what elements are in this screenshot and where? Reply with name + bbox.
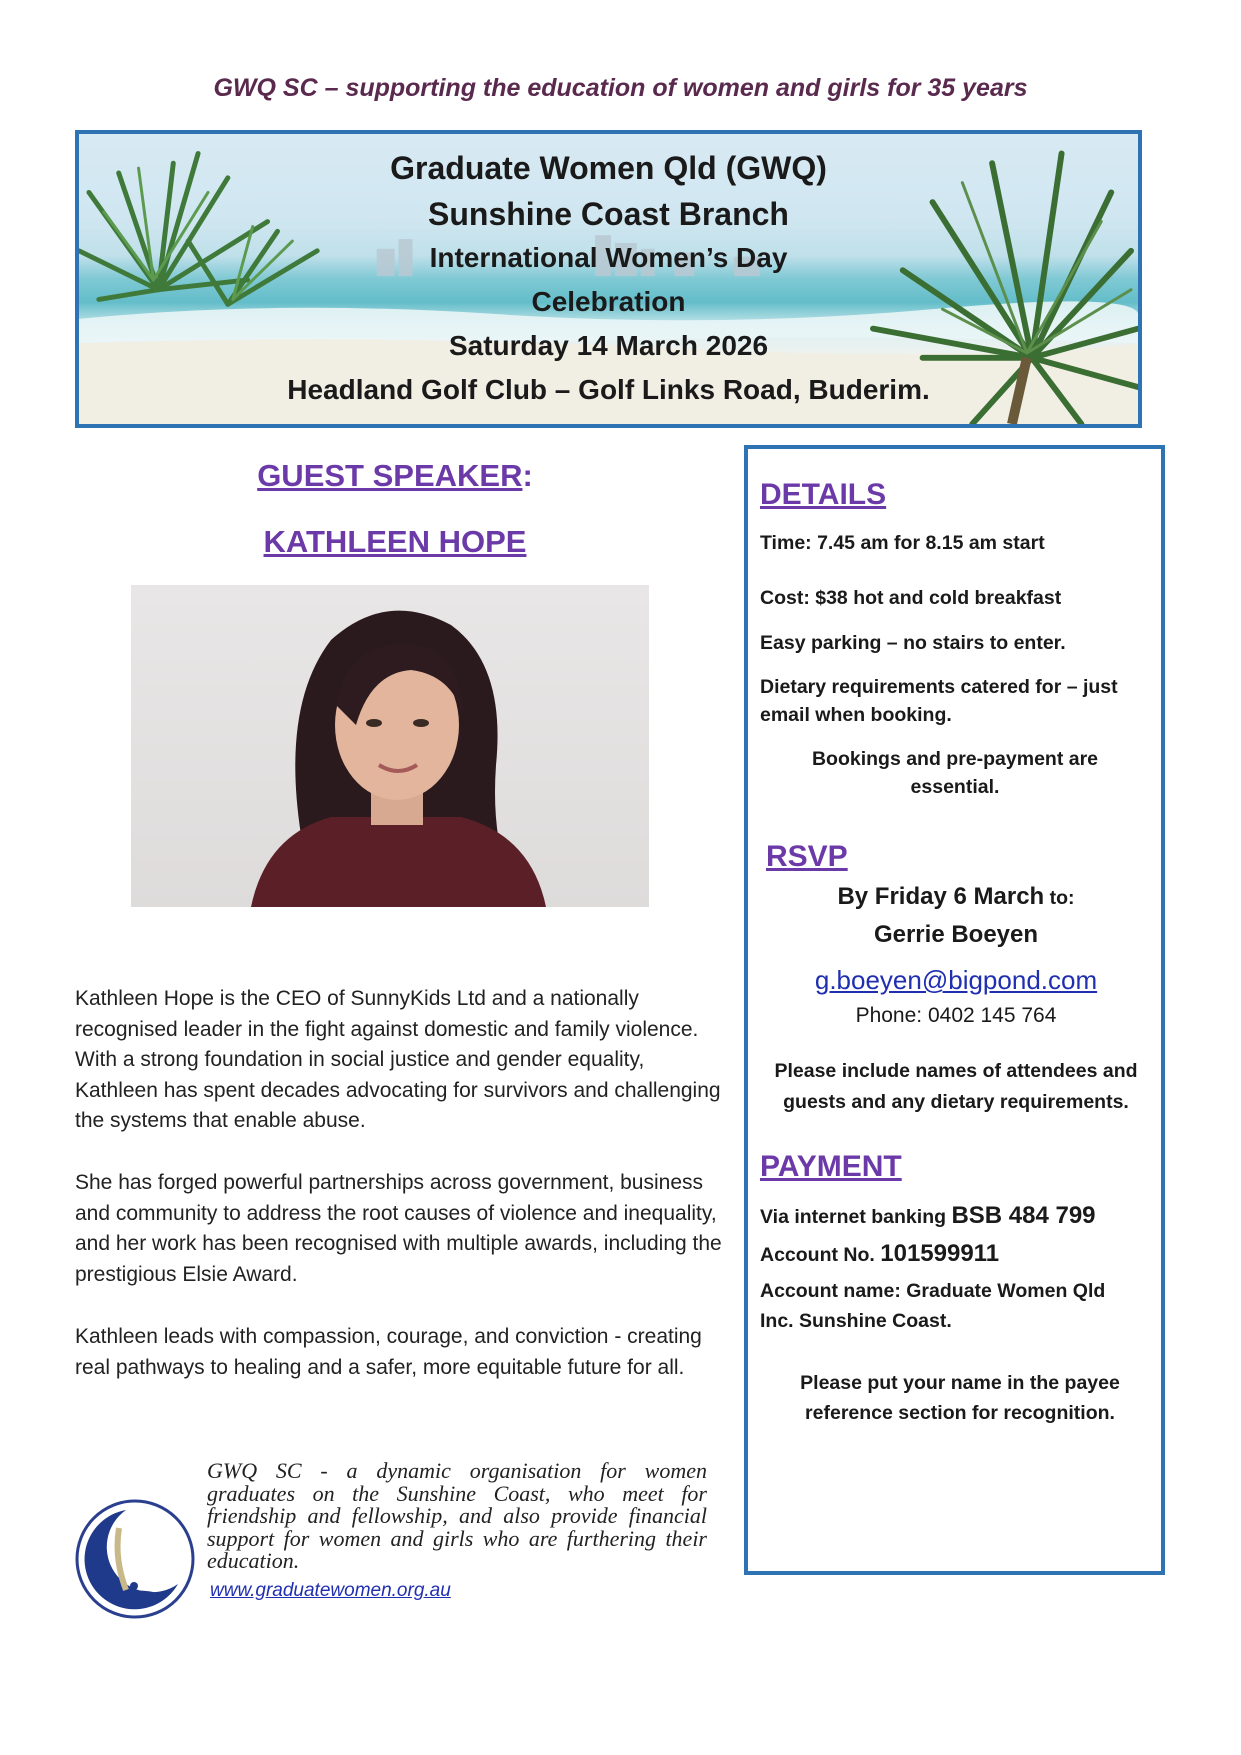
speaker-photo — [131, 585, 649, 907]
details-cost: Cost: $38 hot and cold breakfast — [760, 587, 1062, 609]
rsvp-heading: RSVP — [766, 840, 848, 873]
banner-venue: Headland Golf Club – Golf Links Road, Buderim. — [287, 374, 930, 405]
event-banner — [75, 130, 1142, 428]
banner-event-title: International Women’s Day — [429, 242, 788, 273]
payment-account-name: Account name: Graduate Women Qld Inc. Sunshine Coast. — [760, 1280, 1106, 1332]
rsvp-email-link[interactable]: g.boeyen@bigpond.com — [814, 965, 1098, 995]
banner-event-subtitle: Celebration — [531, 286, 686, 317]
rsvp-deadline: By Friday 6 March to: — [837, 883, 1075, 910]
organisation-website-link[interactable]: www.graduatewomen.org.au — [210, 1580, 451, 1601]
tagline: GWQ SC – supporting the education of women and girls for 35 years — [213, 74, 1028, 102]
payment-bsb: Via internet banking BSB 484 799 — [760, 1202, 1096, 1229]
rsvp-phone: Phone: 0402 145 764 — [855, 1004, 1057, 1027]
speaker-name: KATHLEEN HOPE — [263, 524, 527, 559]
speaker-bio-paragraph: Kathleen Hope is the CEO of SunnyKids Ltd and a nationally recognised leader in the fight against domestic and family violence. With a strong foundation in social justice and gender equality, Kathleen has spent decades advocating for survivors and challenging the systems that enable abuse. — [75, 987, 721, 1132]
payment-account-number: Account No. 101599911 — [760, 1240, 1000, 1267]
details-bookings: Bookings and pre-payment are essential. — [811, 748, 1099, 798]
banner-org-name: Graduate Women Qld (GWQ) — [390, 150, 827, 186]
banner-date: Saturday 14 March 2026 — [448, 330, 769, 361]
organisation-description: GWQ SC - a dynamic organisation for women graduates on the Sunshine Coast, who meet for friendship and fellowship, and also provide financial support for women and girls who are furthering their education. — [207, 1458, 707, 1573]
gwq-logo — [74, 1498, 196, 1620]
guest-speaker-heading: GUEST SPEAKER: — [257, 458, 533, 493]
speaker-bio-paragraph: Kathleen leads with compassion, courage, and conviction - creating real pathways to healing and a safer, more equitable future for all. — [75, 1325, 702, 1379]
details-dietary: Dietary requirements catered for – just email when booking. — [760, 676, 1118, 726]
payment-note: Please put your name in the payee reference section for recognition. — [800, 1372, 1120, 1424]
payment-heading: PAYMENT — [760, 1150, 902, 1183]
banner-branch: Sunshine Coast Branch — [428, 196, 789, 232]
details-parking: Easy parking – no stairs to enter. — [760, 632, 1066, 654]
details-time: Time: 7.45 am for 8.15 am start — [760, 532, 1045, 554]
speaker-bio-paragraph: She has forged powerful partnerships across government, business and community to address the root causes of violence and inequality, and her work has been recognised with multiple awards, including the prestigious Elsie Award. — [75, 1171, 722, 1286]
rsvp-contact-name: Gerrie Boeyen — [873, 921, 1039, 948]
rsvp-note: Please include names of attendees and guests and any dietary requirements. — [774, 1060, 1138, 1113]
details-heading: DETAILS — [760, 478, 887, 511]
